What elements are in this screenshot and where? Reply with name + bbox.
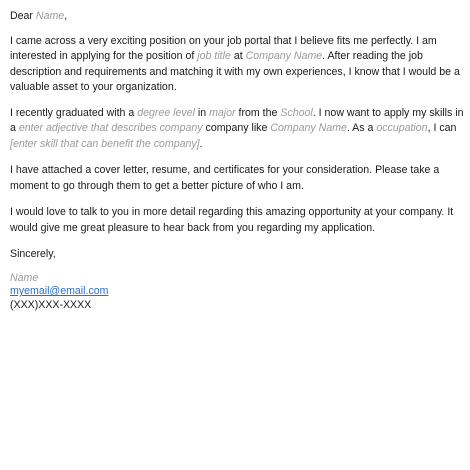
email-link[interactable]: myemail@email.com — [10, 285, 109, 297]
occupation-placeholder: occupation — [376, 122, 428, 134]
paragraph-attachments: I have attached a cover letter, resume, and certificates for your consideration. Please take a moment to go through them to get a better picture of who I am. — [10, 164, 440, 192]
email-line — [10, 285, 464, 299]
recipient-name-placeholder: Name — [35, 10, 65, 22]
education-text-8: . — [199, 137, 203, 150]
closing-line: Sincerely, — [10, 248, 56, 260]
education-text-2: in — [197, 106, 207, 119]
company-name-placeholder-2: Company Name — [270, 122, 347, 134]
education-text-1: I recently graduated with a — [10, 106, 135, 119]
education-text-7: , I can — [427, 122, 457, 134]
adjective-placeholder: enter adjective that describes company — [18, 122, 203, 134]
school-placeholder: School — [280, 106, 313, 119]
education-text-6: . As a — [346, 122, 374, 134]
paragraph-closing-remarks: I would love to talk to you in more detail regarding this amazing opportunity at your company. It would give me great pleasure to hear back from you regarding my application. — [10, 206, 454, 234]
intro-text-2: at — [233, 50, 243, 62]
job-title-placeholder: job title — [197, 50, 231, 62]
skill-placeholder: [enter skill that can benefit the company] — [10, 137, 200, 150]
intro-text-1: I came across a very exciting position on your job portal that I believe fits me perfectly. I am interested in applying for the position of — [10, 34, 437, 62]
signature-name-placeholder: Name — [10, 271, 39, 284]
paragraph-intro — [10, 34, 464, 96]
company-name-placeholder: Company Name — [245, 50, 323, 62]
education-text-5: company like — [205, 122, 268, 134]
education-text-3: from the — [238, 106, 278, 119]
signature-block — [10, 272, 464, 313]
paragraph-education — [10, 106, 464, 153]
degree-level-placeholder: degree level — [137, 106, 195, 119]
greeting-comma: , — [64, 10, 68, 22]
intro-text-3: . After reading the job description and requirements and matching it with my own experiences, I know that I would be a valuable asset to your organization. — [10, 50, 460, 93]
major-placeholder: major — [209, 106, 236, 119]
phone-number: (XXX)XXX-XXXX — [10, 298, 92, 311]
education-text-4: . I now want to apply my skills in a — [10, 106, 464, 134]
salutation: Dear — [10, 10, 33, 22]
greeting-line — [10, 9, 464, 25]
